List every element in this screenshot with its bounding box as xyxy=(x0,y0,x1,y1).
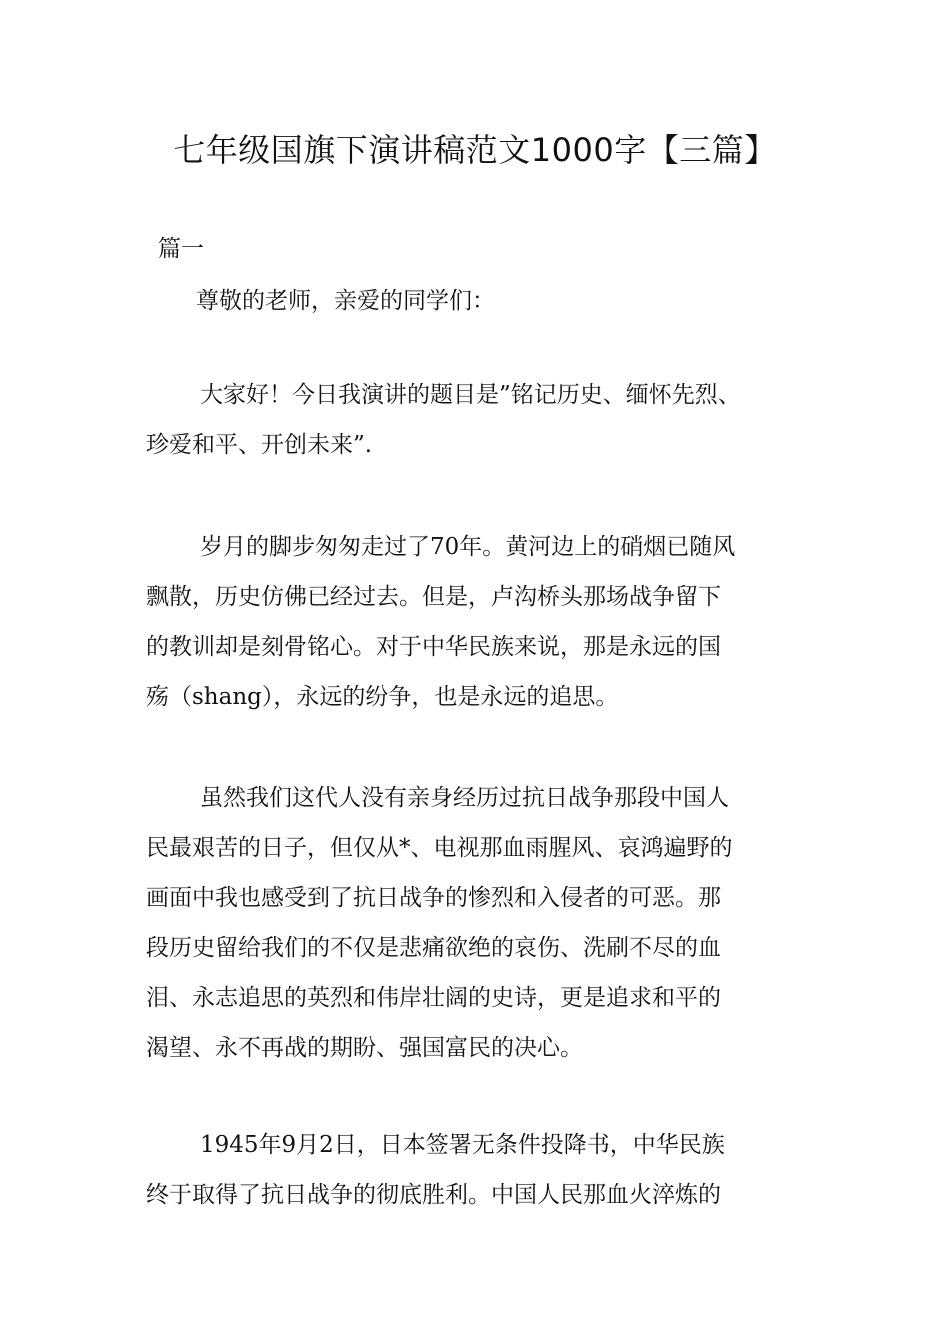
paragraph-line: 泪、永志追思的英烈和伟岸壮阔的史诗，更是追求和平的 xyxy=(146,985,721,1011)
paragraph-line: 画面中我也感受到了抗日战争的惨烈和入侵者的可恶。那 xyxy=(146,885,721,911)
document-title: 七年级国旗下演讲稿范文1000字【三篇】 xyxy=(173,131,777,169)
paragraph-line: 段历史留给我们的不仅是悲痛欲绝的哀伤、洗刷不尽的血 xyxy=(146,935,721,961)
paragraph-3 xyxy=(146,773,836,1073)
paragraph-line: 渴望、永不再战的期盼、强国富民的决心。 xyxy=(146,1035,583,1061)
paragraph-line: 珍爱和平、开创未来”. xyxy=(146,432,373,458)
greeting-line: 尊敬的老师，亲爱的同学们： xyxy=(196,288,495,314)
paragraph-line: 大家好！今日我演讲的题目是”铭记历史、缅怀先烈、 xyxy=(200,382,741,408)
section-label: 篇一 xyxy=(158,236,204,262)
paragraph-line: 1945年9月2日，日本签署无条件投降书，中华民族 xyxy=(200,1132,725,1158)
paragraph-line: 终于取得了抗日战争的彻底胜利。中国人民那血火淬炼的 xyxy=(146,1182,721,1208)
paragraph-line: 的教训却是刻骨铭心。对于中华民族来说，那是永远的国 xyxy=(146,634,721,660)
paragraph-line: 虽然我们这代人没有亲身经历过抗日战争那段中国人 xyxy=(200,785,729,811)
paragraph-1 xyxy=(146,370,836,470)
paragraph-line: 殇（shang），永远的纷争，也是永远的追思。 xyxy=(146,684,619,710)
paragraph-line: 民最艰苦的日子，但仅从*、电视那血雨腥风、哀鸿遍野的 xyxy=(146,835,733,861)
paragraph-line: 飘散，历史仿佛已经过去。但是，卢沟桥头那场战争留下 xyxy=(146,584,721,610)
paragraph-2 xyxy=(146,522,836,722)
paragraph-line: 岁月的脚步匆匆走过了70年。黄河边上的硝烟已随风 xyxy=(200,534,736,560)
paragraph-4 xyxy=(146,1120,836,1220)
